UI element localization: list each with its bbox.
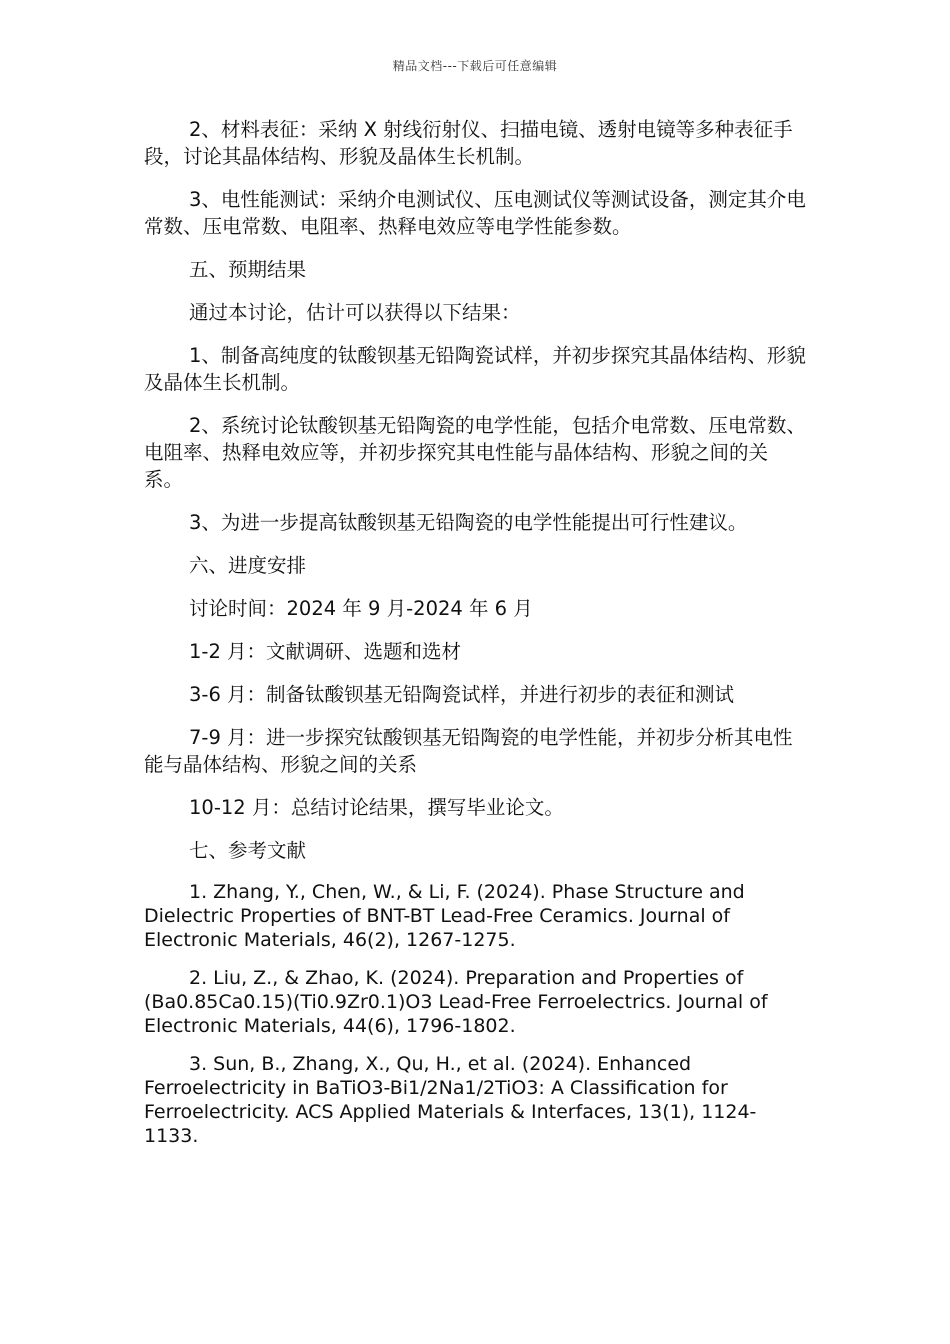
paragraph-schedule-duration: 讨论时间：2024 年 9 月-2024 年 6 月 — [189, 597, 533, 620]
paragraph-schedule-3: 7-9 月：进一步探究钛酸钡基无铅陶瓷的电学性能，并初步分析其电性能与晶体结构、形貌之间的关系 — [144, 726, 793, 776]
paragraph-materials-characterization: 2、材料表征：采纳 X 射线衍射仪、扫描电镜、透射电镜等多种表征手段，讨论其晶体结构、形貌及晶体生长机制。 — [144, 118, 793, 168]
paragraph-result-2: 2、系统讨论钛酸钡基无铅陶瓷的电学性能，包括介电常数、压电常数、电阻率、热释电效应等，并初步探究其电性能与晶体结构、形貌之间的关系。 — [144, 414, 806, 491]
reference-item: 2. Liu, Z., & Zhao, K. (2024). Preparation and Properties of (Ba0.85Ca0.15)(Ti0.9Zr0.1)O3 Lead-Free Ferroelectrics. Journal of Electronic Materials, 44(6), 1796-1802. — [144, 967, 768, 1037]
paragraph-schedule-4: 10-12 月：总结讨论结果，撰写毕业论文。 — [189, 796, 564, 819]
document-body — [144, 116, 806, 1162]
reference-item: 3. Sun, B., Zhang, X., Qu, H., et al. (2024). Enhanced Ferroelectricity in BaTiO3-Bi1/2Na1/2TiO3: A Classification for Ferroelectricity. ACS Applied Materials & Interfaces, 13(1), 1124-1133. — [144, 1053, 757, 1147]
paragraph-results-intro: 通过本讨论，估计可以获得以下结果： — [189, 301, 521, 324]
reference-item: 1. Zhang, Y., Chen, W., & Li, F. (2024). Phase Structure and Dielectric Properties of BNT-BT Lead-Free Ceramics. Journal of Electronic Materials, 46(2), 1267-1275. — [144, 881, 745, 951]
paragraph-electrical-testing: 3、电性能测试：采纳介电测试仪、压电测试仪等测试设备，测定其介电常数、压电常数、电阻率、热释电效应等电学性能参数。 — [144, 188, 806, 238]
paragraph-schedule-1: 1-2 月：文献调研、选题和选材 — [189, 640, 462, 663]
paragraph-schedule-2: 3-6 月：制备钛酸钡基无铅陶瓷试样，并进行初步的表征和测试 — [189, 683, 735, 706]
section-heading-schedule: 六、进度安排 — [189, 554, 307, 577]
section-heading-expected-results: 五、预期结果 — [189, 258, 307, 281]
page-header: 精品文档---下载后可任意编辑 — [392, 59, 558, 73]
paragraph-result-3: 3、为进一步提高钛酸钡基无铅陶瓷的电学性能提出可行性建议。 — [189, 511, 748, 534]
section-heading-references: 七、参考文献 — [189, 839, 307, 862]
paragraph-result-1: 1、制备高纯度的钛酸钡基无铅陶瓷试样，并初步探究其晶体结构、形貌及晶体生长机制。 — [144, 344, 806, 394]
